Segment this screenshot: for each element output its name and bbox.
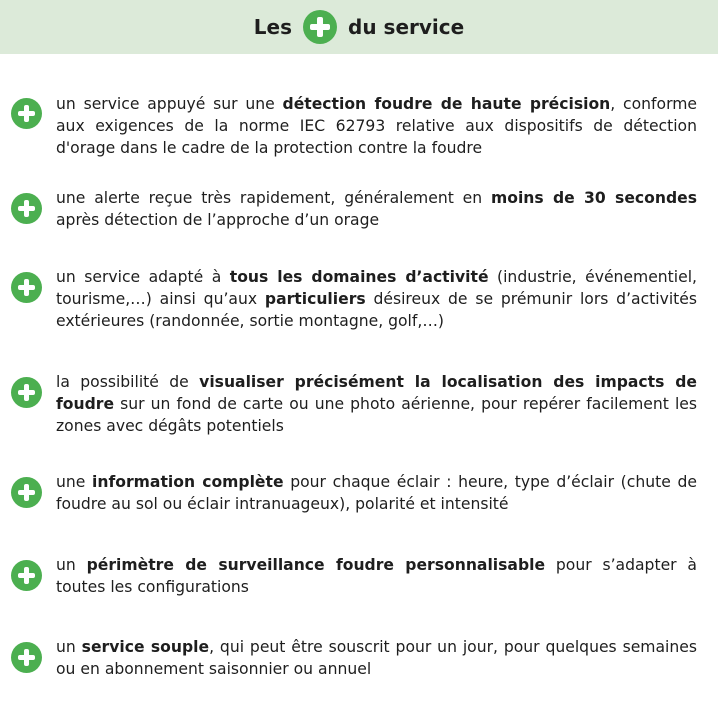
item-text-part: désireux de se prémunir lors d’activités extérieures (randonnée, sortie montagne, golf,…) <box>56 290 697 330</box>
item-text <box>56 187 697 231</box>
item-text-part: un <box>56 638 82 656</box>
plus-circle-icon <box>11 560 42 591</box>
item-text-part: une alerte reçue très rapidement, généralement en <box>56 189 491 207</box>
item-text <box>56 636 697 680</box>
item-text-part: après détection de l’approche d’un orage <box>56 211 380 229</box>
item-text-bold: tous les domaines d’activité <box>229 268 489 286</box>
item-text <box>56 554 697 598</box>
item-text-part: un <box>56 556 87 574</box>
plus-circle-icon <box>11 272 42 303</box>
plus-circle-icon <box>11 98 42 129</box>
item-text <box>56 371 697 437</box>
header-title-after: du service <box>348 15 465 39</box>
item-text-bold: information complète <box>92 473 284 491</box>
header-title-before: Les <box>253 15 293 39</box>
header-banner <box>0 0 718 54</box>
plus-circle-icon <box>11 477 42 508</box>
item-text-part: une <box>56 473 93 491</box>
plus-circle-icon <box>303 10 337 44</box>
plus-circle-icon <box>11 642 42 673</box>
item-text-part: pour chaque éclair : heure, type d’éclair (chute de foudre au sol ou éclair intranuageux), polarité et intensité <box>56 473 697 513</box>
item-text <box>56 266 697 332</box>
plus-circle-icon <box>11 377 42 408</box>
plus-circle-icon <box>11 193 42 224</box>
item-text-part: un service adapté à <box>56 268 230 286</box>
item-text-part: la possibilité de <box>56 373 200 391</box>
item-text <box>56 93 697 159</box>
item-text-bold: particuliers <box>264 290 366 308</box>
item-text-part: un service appuyé sur une <box>56 95 283 113</box>
item-text-bold: détection foudre de haute précision <box>282 95 611 113</box>
item-text-part: pour s’adapter à toutes les configurations <box>56 556 697 596</box>
item-text-bold: visualiser précisément la localisation des impacts de foudre <box>56 373 697 413</box>
item-text-part: , qui peut être souscrit pour un jour, pour quelques semaines ou en abonnement saisonnier ou annuel <box>56 638 697 678</box>
item-text-bold: moins de 30 secondes <box>491 189 697 207</box>
item-text-bold: périmètre de surveillance foudre personnalisable <box>86 556 546 574</box>
item-text <box>56 471 697 515</box>
item-text-part: sur un fond de carte ou une photo aérienne, pour repérer facilement les zones avec dégâts potentiels <box>56 395 697 435</box>
item-text-part: (industrie, événementiel, tourisme,…) ainsi qu’aux <box>56 268 698 308</box>
item-text-part: , conforme aux exigences de la norme IEC 62793 relative aux dispositifs de détection d'orage dans le cadre de la protection contre la foudre <box>56 95 697 157</box>
item-text-bold: service souple <box>81 638 210 656</box>
